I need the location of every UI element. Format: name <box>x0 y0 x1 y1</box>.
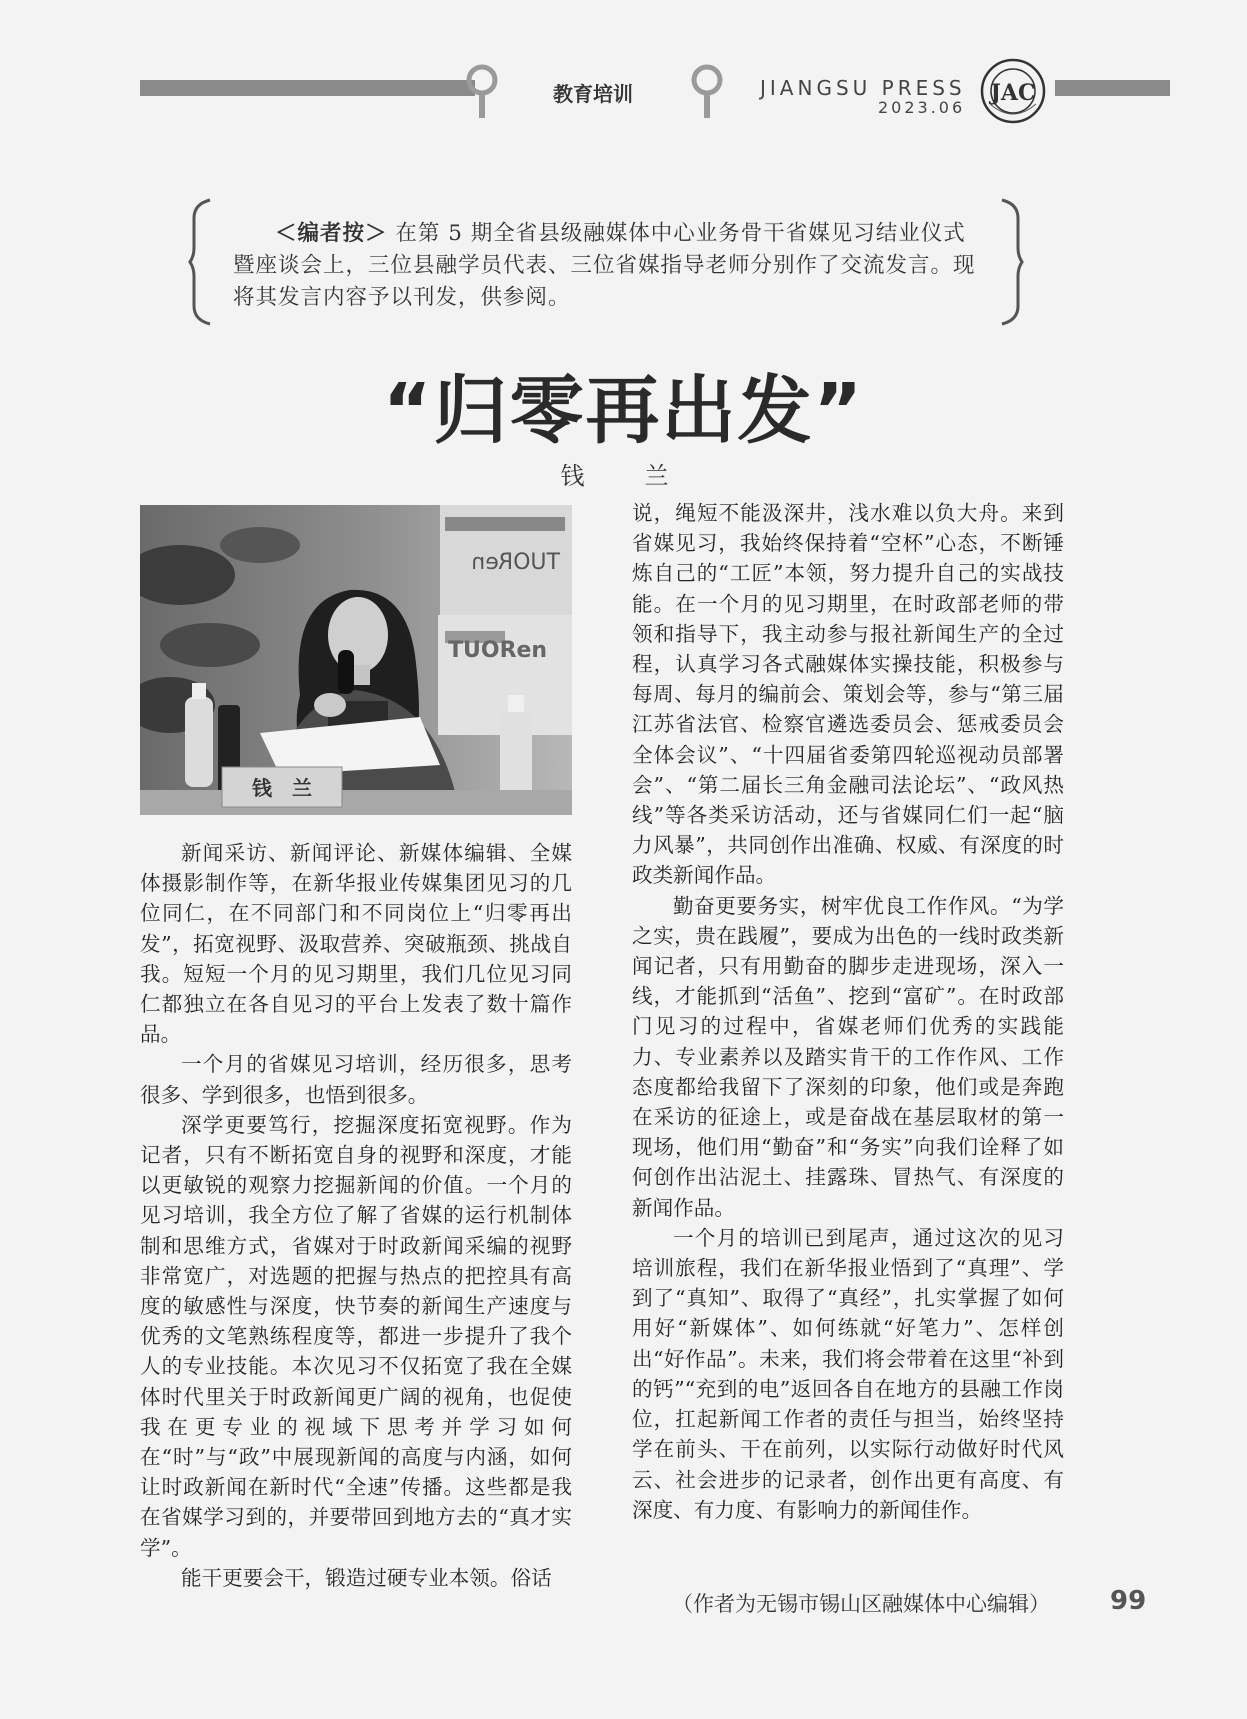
article-title: “归零再出发” <box>382 368 865 454</box>
left-bracket-decoration <box>188 198 212 326</box>
editor-note-text: 在第 5 期全省县级融媒体中心业务骨干省媒见习结业仪式暨座谈会上，三位县融学员代表、三位省媒指导老师分别作了交流发言。现将其发言内容予以刊发，供参阅。 <box>233 221 976 310</box>
header-bar-right <box>1055 80 1170 96</box>
paragraph: 深学更要笃行，挖掘深度拓宽视野。作为记者，只有不断拓宽自身的视野和深度，才能以更敏锐的观察力挖掘新闻的价值。一个月的见习培训，我全方位了解了省媒的运行机制体制和思维方式，省媒对于时政新闻采编的视野非常宽广，对选题的把握与热点的把控具有高度的敏感性与深度，快节奏的新闻生产速度与优秀的文笔熟练程度等，都进一步提升了我个人的专业技能。本次见习不仅拓宽了我在全媒体时代里关于时政新闻更广阔的视角，也促使我在更专业的视域下思考并学习如何在“时”与“政”中展现新闻的高度与内涵，如何让时政新闻在新时代“全速”传播。这些都是我在省媒学习到的，并要带回到地方去的“真才实学”。 <box>140 1112 572 1560</box>
map-pin-icon <box>465 64 499 120</box>
left-column <box>140 838 572 1593</box>
header-bar-left <box>140 80 475 96</box>
journal-seal-logo <box>980 58 1046 124</box>
issue-date: 2023.06 <box>878 98 966 117</box>
paragraph-continuation: 说，绳短不能汲深井，浅水难以负大舟。来到省媒见习，我始终保持着“空杯”心态，不断锤炼自己的“工匠”本领，努力提升自己的实战技能。在一个月的见习期里，在时政部老师的带领和指导下，我主动参与报社新闻生产的全过程，认真学习各式融媒体实操技能，积极参与每周、每月的编前会、策划会等，参与“第三届江苏省法官、检察官遴选委员会、惩戒委员会全体会议”、“十四届省委第四轮巡视动员部署会”、“第二届长三角金融司法论坛”、“政风热线”等各类采访活动，还与省媒同仁们一起“脑力风暴”，共同创作出准确、权威、有深度的时政类新闻作品。 <box>632 501 1064 888</box>
paragraph: 勤奋更要务实，树牢优良工作作风。“为学之实，贵在践履”，要成为出色的一线时政类新闻记者，只有用勤奋的脚步走进现场，深入一线，才能抓到“活鱼”、挖到“富矿”。在时政部门见习的过程中，省媒老师们优秀的实践能力、专业素养以及踏实肯干的工作作风、工作态度都给我留下了深刻的印象，他们或是奔跑在采访的征途上，或是奋战在基层取材的第一现场，他们用“勤奋”和“务实”向我们诠释了如何创作出沾泥土、挂露珠、冒热气、有深度的新闻作品。 <box>632 893 1064 1220</box>
banner-text-mirrored: TUORen <box>471 550 560 575</box>
map-pin-icon <box>690 64 724 120</box>
paragraph: 能干更要会干，锻造过硬专业本领。俗话 <box>181 1565 552 1590</box>
nameplate-text: 钱 兰 <box>252 776 312 800</box>
paragraph: 一个月的省媒见习培训，经历很多，思考很多、学到很多，也悟到很多。 <box>140 1052 572 1107</box>
banner-text: TUORen <box>448 638 548 663</box>
speaker-photo <box>140 505 572 815</box>
right-bracket-decoration <box>1000 198 1024 326</box>
paragraph: 新闻采访、新闻评论、新媒体编辑、全媒体摄影制作等，在新华报业传媒集团见习的几位同仁，在不同部门和不同岗位上“归零再出发”，拓宽视野、汲取营养、突破瓶颈、挑战自我。短短一个月的见习期里，我们几位见习同仁都独立在各自见习的平台上发表了数十篇作品。 <box>140 841 572 1047</box>
paragraph: 一个月的培训已到尾声，通过这次的见习培训旅程，我们在新华报业悟到了“真理”、学到了“真知”、取得了“真经”，扎实掌握了如何用好“新媒体”、如何练就“好笔力”、怎样创出“好作品”。未来，我们将会带着在这里“补到的钙”“充到的电”返回各自在地方的县融工作岗位，扛起新闻工作者的责任与担当，始终坚持学在前头、干在前列，以实际行动做好时代风云、社会进步的记录者，创作出更有高度、有深度、有力度、有影响力的新闻佳作。 <box>632 1225 1064 1522</box>
author-byline: （作者为无锡市锡山区融媒体中心编辑） <box>672 1592 1050 1616</box>
article-author: 钱 兰 <box>560 462 687 490</box>
publication-name: JIANGSU PRESS <box>760 76 966 100</box>
page-number: 99 <box>1110 1586 1147 1616</box>
editor-note <box>233 218 985 314</box>
svg-text:JAC: JAC <box>990 80 1036 106</box>
editor-note-label: ＜编者按＞ <box>275 221 388 246</box>
right-column <box>632 498 1064 1525</box>
section-title: 教育培训 <box>553 82 633 106</box>
